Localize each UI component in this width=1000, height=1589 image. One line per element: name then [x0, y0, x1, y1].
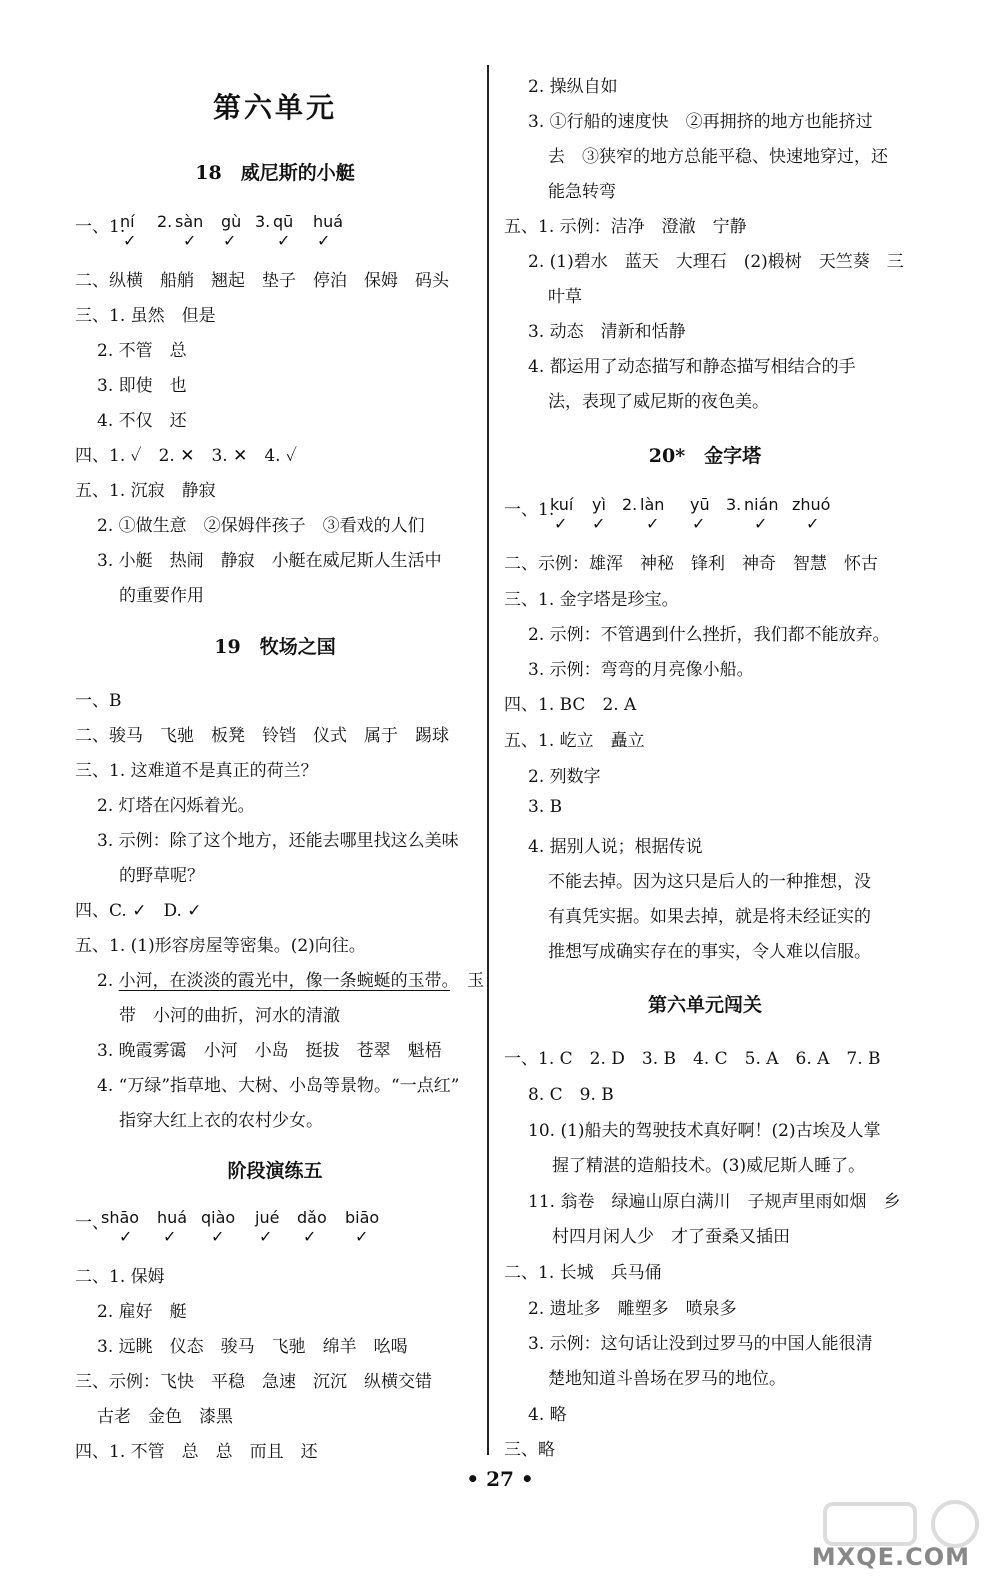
review5-title: 阶段演练五 [227, 1160, 323, 1182]
answer-line: 4. 都运用了动态描写和静态描写相结合的手 [528, 357, 856, 377]
answer-line: 3. 即使 也 [97, 376, 187, 396]
answer-line: 2. 雇好 艇 [97, 1302, 187, 1322]
pinyin: kuí [550, 495, 574, 514]
answer-line-underlined [97, 966, 484, 991]
answer-line: 五、1. (1)形容房屋等密集。(2)向往。 [75, 936, 366, 956]
check-icon: ✓ [163, 1227, 177, 1246]
pinyin: zhuó [792, 495, 831, 514]
review5-pinyin-row [75, 1208, 475, 1250]
pinyin: qiào [201, 1208, 236, 1227]
pinyin: sàn [175, 212, 204, 231]
pinyin: biāo [345, 1208, 380, 1227]
answer-line: 一、B [75, 691, 122, 711]
pinyin: gù [221, 212, 242, 231]
check-icon: ✓ [123, 231, 137, 250]
check-icon: ✓ [317, 231, 331, 250]
item-number: 2. [97, 971, 119, 991]
answer-line: 三、1. 虽然 但是 [75, 306, 216, 326]
answer-line: 指穿大红上衣的农村少女。 [119, 1111, 323, 1131]
answer-line: 3. ①行船的速度快 ②再拥挤的地方也能挤过 [528, 112, 873, 132]
answer-line: 3. B [528, 797, 563, 817]
answer-line: 8. C 9. B [528, 1085, 614, 1105]
answer-line: 4. 据别人说；根据传说 [528, 837, 703, 857]
pinyin: qū [273, 212, 294, 231]
section-19-title: 19 牧场之国 [214, 636, 336, 658]
pinyin: huá [157, 1208, 188, 1227]
unit-title: 第六单元 [212, 91, 337, 124]
answer-line: 三、示例：飞快 平稳 急速 沉沉 纵横交错 [75, 1372, 432, 1392]
s18-pinyin-row [75, 212, 475, 254]
check-icon: ✓ [183, 231, 197, 250]
answer-line: 握了精湛的造船技术。(3)威尼斯人睡了。 [552, 1156, 866, 1176]
check-icon: ✓ [592, 514, 606, 533]
answer-line: 四、1. 不管 总 总 而且 还 [75, 1442, 318, 1462]
answer-line: 二、纵横 船艄 翘起 垫子 停泊 保姆 码头 [75, 271, 449, 291]
answer-line: 二、1. 长城 兵马俑 [504, 1263, 662, 1283]
answer-line: 二、1. 保姆 [75, 1267, 165, 1287]
review5-q1-prefix: 一、 [75, 1213, 109, 1233]
check-icon: ✓ [259, 1227, 273, 1246]
answer-line: 3. 示例：弯弯的月亮像小船。 [528, 660, 754, 680]
answer-line: 2. ①做生意 ②保姆伴孩子 ③看戏的人们 [97, 516, 425, 536]
check-icon: ✓ [303, 1227, 317, 1246]
check-icon: ✓ [646, 514, 660, 533]
answer-line: 3. 动态 清新和恬静 [528, 322, 686, 342]
check-icon: ✓ [355, 1227, 369, 1246]
answer-line: 11. 翁卷 绿遍山原白满川 子规声里雨如烟 乡 [528, 1192, 901, 1212]
answer-line: 带 小河的曲折，河水的清澈 [119, 1006, 340, 1026]
item-number: 3. [255, 212, 271, 231]
answer-line: 的野草呢？ [119, 866, 204, 886]
answer-line: 一、1. C 2. D 3. B 4. C 5. A 6. A 7. B [504, 1049, 881, 1069]
check-icon: ✓ [119, 1227, 133, 1246]
s20-pinyin-row [504, 495, 904, 537]
answer-line: 2. 示例：不管遇到什么挫折，我们都不能放弃。 [528, 625, 890, 645]
answer-line: 五、1. 沉寂 静寂 [75, 481, 216, 501]
check-icon: ✓ [277, 231, 291, 250]
section-18-title: 18 威尼斯的小艇 [195, 162, 355, 184]
s18-q1-prefix: 一、1. [75, 217, 126, 237]
item-number: 2. [622, 495, 638, 514]
answer-line: 法，表现了威尼斯的夜色美。 [548, 392, 769, 412]
answer-line: 2. 列数字 [528, 767, 601, 787]
answer-line: 4. “万绿”指草地、大树、小岛等景物。“一点红” [97, 1076, 460, 1096]
answer-line: 有真凭实据。如果去掉，就是将未经证实的 [548, 907, 871, 927]
answer-line: 4. 不仅 还 [97, 411, 187, 431]
check-icon: ✓ [223, 231, 237, 250]
test6-title: 第六单元闯关 [647, 994, 762, 1016]
check-icon: ✓ [754, 514, 768, 533]
answer-line: 2. 遗址多 雕塑多 喷泉多 [528, 1299, 737, 1319]
check-icon: ✓ [806, 514, 820, 533]
answer-line: 3. 晚霞雾霭 小河 小岛 挺拔 苍翠 魁梧 [97, 1041, 442, 1061]
check-icon: ✓ [692, 514, 706, 533]
pinyin: shāo [101, 1208, 140, 1227]
answer-line: 二、示例：雄浑 神秘 锋利 神奇 智慧 怀古 [504, 554, 878, 574]
pinyin: huá [313, 212, 344, 231]
check-icon: ✓ [211, 1227, 225, 1246]
answer-line: 三、1. 金字塔是珍宝。 [504, 590, 679, 610]
answer-line: 楚地知道斗兽场在罗马的地位。 [548, 1369, 786, 1389]
answer-line: 2. (1)碧水 蓝天 大理石 (2)椴树 天竺葵 三 [528, 252, 904, 272]
underlined-answer: 小河，在淡淡的霞光中，像一条蜿蜒的玉带。 [118, 971, 451, 991]
answer-line: 去 ③狭窄的地方总能平稳、快速地穿过，还 [548, 147, 888, 167]
answer-line: 古老 金色 漆黑 [97, 1407, 233, 1427]
answer-line: 五、1. 示例：洁净 澄澈 宁静 [504, 217, 747, 237]
answer-line: 2. 操纵自如 [528, 77, 618, 97]
check-icon: ✓ [554, 514, 568, 533]
answer-line: 四、1. ✓ 2. ✕ 3. ✕ 4. ✓ [75, 446, 297, 466]
answer-line: 三、略 [504, 1440, 555, 1460]
pinyin: yì [592, 495, 606, 514]
column-divider [487, 65, 489, 1455]
pinyin: làn [640, 495, 665, 514]
s20-q1-prefix: 一、1. [504, 500, 555, 520]
answer-line: 不能去掉。因为这只是后人的一种推想，没 [548, 872, 871, 892]
answer-line: 3. 示例：这句话让没到过罗马的中国人能很清 [528, 1334, 873, 1354]
answer-line: 3. 远眺 仪态 骏马 飞驰 绵羊 吆喝 [97, 1337, 408, 1357]
answer-line: 4. 略 [528, 1405, 567, 1425]
answer-line: 3. 小艇 热闹 静寂 小艇在威尼斯人生活中 [97, 551, 442, 571]
pinyin: yū [690, 495, 710, 514]
item-number: 2. [157, 212, 173, 231]
pinyin: dǎo [297, 1208, 327, 1227]
pinyin: nián [744, 495, 779, 514]
answer-text: 玉 [450, 971, 485, 991]
answer-line: 二、骏马 飞驰 板凳 铃铛 仪式 属于 踢球 [75, 726, 449, 746]
answer-line: 能急转弯 [548, 182, 616, 202]
answer-line: 2. 不管 总 [97, 341, 187, 361]
pinyin: jué [255, 1208, 280, 1227]
answer-line: 三、1. 这难道不是真正的荷兰？ [75, 761, 318, 781]
section-20-title: 20* 金字塔 [648, 445, 762, 467]
watermark-text: MXQE.COM [811, 1543, 970, 1571]
pinyin: ní [120, 212, 135, 231]
answer-line: 村四月闲人少 才了蚕桑又插田 [552, 1227, 790, 1247]
answer-line: 五、1. 屹立 矗立 [504, 731, 645, 751]
answer-line: 叶草 [548, 287, 582, 307]
answer-line: 2. 灯塔在闪烁着光。 [97, 796, 255, 816]
answer-line: 四、1. BC 2. A [504, 695, 637, 715]
answer-line: 10. (1)船夫的驾驶技术真好啊！(2)古埃及人掌 [528, 1121, 881, 1141]
answer-line: 四、C. ✓ D. ✓ [75, 901, 202, 921]
item-number: 3. [726, 495, 742, 514]
answer-line: 推想写成确实存在的事实，令人难以信服。 [548, 942, 871, 962]
answer-line: 3. 示例：除了这个地方，还能去哪里找这么美味 [97, 831, 459, 851]
answer-line: 的重要作用 [119, 586, 204, 606]
page-number: • 27 • [466, 1467, 534, 1491]
